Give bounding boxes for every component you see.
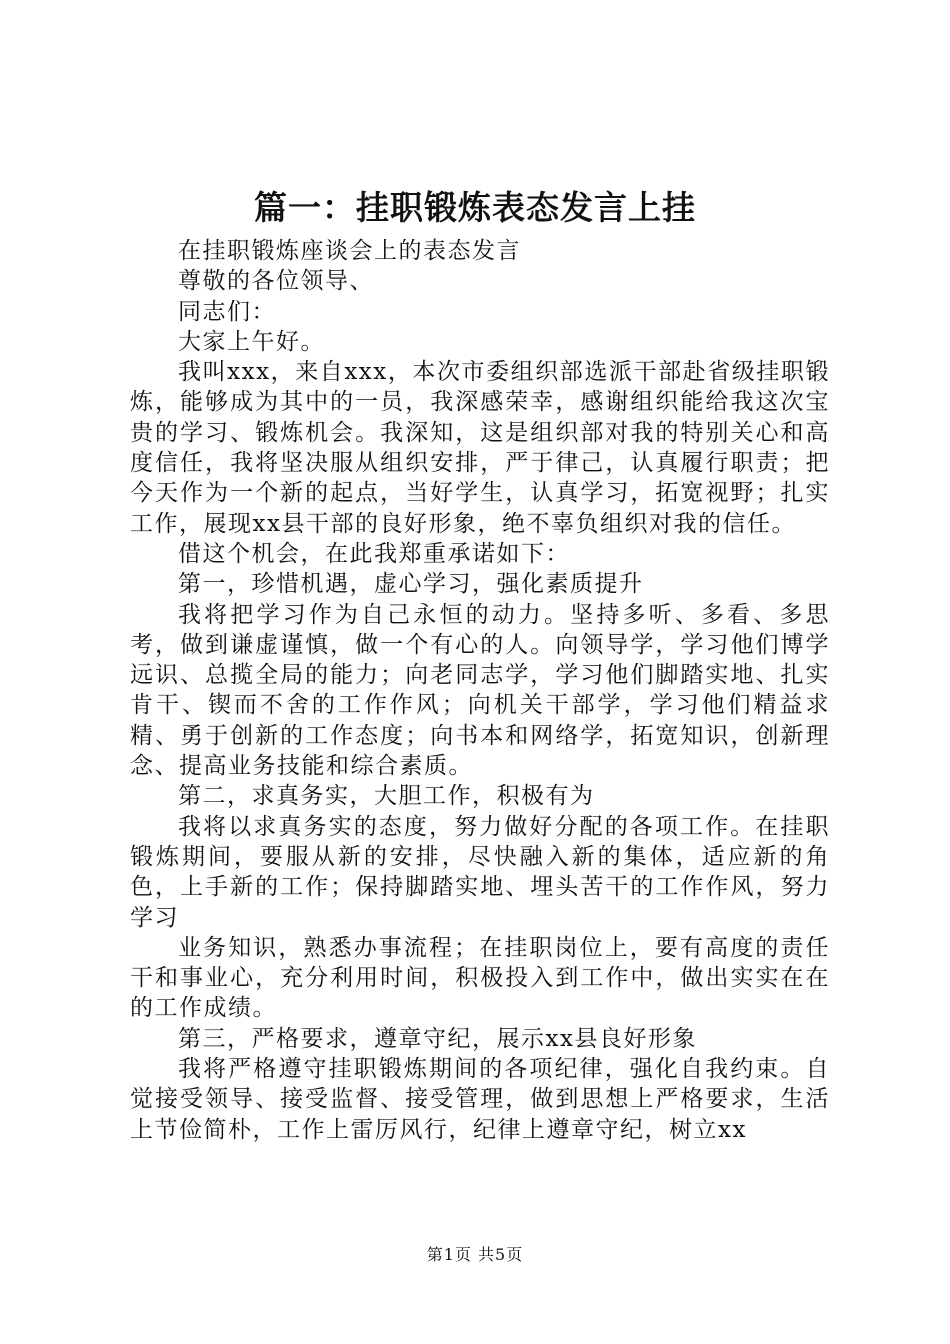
heading-point-two: 第二，求真务实，大胆工作，积极有为	[178, 783, 595, 810]
paragraph-commitment-intro: 借这个机会，在此我郑重承诺如下：	[178, 540, 570, 567]
heading-point-one: 第一，珍惜机遇，虚心学习，强化素质提升	[178, 571, 644, 598]
page-footer: 第1页 共5页	[426, 1245, 524, 1264]
paragraph-point-two-b: 业务知识，熟悉办事流程；在挂职岗位上，要有高度的责任干和事业心，充分利用时间，积极投入到工作中，做出实实在在的工作成绩。	[130, 934, 830, 1022]
document-title: 篇一：挂职锻炼表态发言上挂	[254, 188, 696, 227]
document-body	[130, 236, 830, 1145]
paragraph-subtitle: 在挂职锻炼座谈会上的表态发言	[178, 238, 521, 264]
paragraph-greeting: 大家上午好。	[178, 328, 325, 355]
paragraph-point-one: 我将把学习作为自己永恒的动力。坚持多听、多看、多思考，做到谦虚谨慎，做一个有心的人。向领导学，学习他们博学远识、总揽全局的能力；向老同志学，学习他们脚踏实地、扎实肯干、锲而不舍的工作作风；向机关干部学，学习他们精益求精、勇于创新的工作态度；向书本和网络学，拓宽知识，创新理念、提高业务技能和综合素质。	[130, 601, 830, 780]
paragraph-salutation-1: 尊敬的各位领导、	[178, 268, 374, 295]
heading-point-three: 第三，严格要求，遵章守纪，展示xx县良好形象	[178, 1025, 697, 1052]
paragraph-salutation-2: 同志们：	[178, 298, 276, 325]
paragraph-point-two-a: 我将以求真务实的态度，努力做好分配的各项工作。在挂职锻炼期间，要服从新的安排，尽快融入新的集体，适应新的角色，上手新的工作；保持脚踏实地、埋头苦干的工作作风，努力学习	[130, 813, 830, 931]
paragraph-introduction: 我叫xxx，来自xxx，本次市委组织部选派干部赴省级挂职锻炼，能够成为其中的一员，我深感荣幸，感谢组织能给我这次宝贵的学习、锻炼机会。我深知，这是组织部对我的特别关心和高度信任，我将坚决服从组织安排，严于律己，认真履行职责；把今天作为一个新的起点，当好学生，认真学习，拓宽视野；扎实工作，展现xx县干部的良好形象，绝不辜负组织对我的信任。	[130, 359, 830, 537]
paragraph-point-three: 我将严格遵守挂职锻炼期间的各项纪律，强化自我约束。自觉接受领导、接受监督、接受管理，做到思想上严格要求，生活上节俭简朴，工作上雷厉风行，纪律上遵章守纪，树立xx	[130, 1056, 830, 1143]
